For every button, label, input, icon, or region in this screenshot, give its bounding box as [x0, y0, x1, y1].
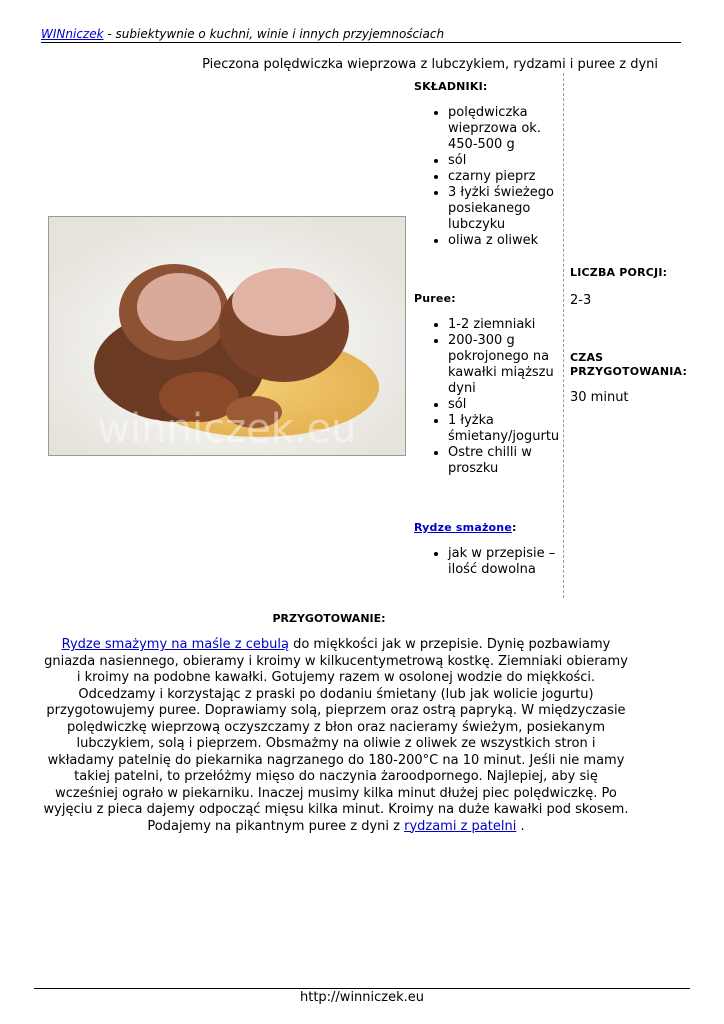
mushrooms-heading-suffix: :: [512, 521, 517, 534]
puree-heading: Puree:: [414, 292, 456, 305]
preparation-body: do miękkości jak w przepisie. Dynię pozbawiamy gniazda nasiennego, obieramy i kroimy w kilkucentymetrową kostkę. Ziemniaki obieramy i kroimy na podobne kawałki. Gotujemy razem w osolonej wodzie do miękkości. Odcedzamy i korzystając z praski po dodaniu śmietany (lub jak wolicie jogurtu) przygotowujemy puree. Doprawiamy solą, pieprzem oraz ostrą papryką. W międzyczasie polędwiczkę wieprzową oczyszczamy z błon oraz nacieramy świeżym, posiekanym lubczykiem, solą i pieprzem. Obsmażmy na oliwie z oliwek ze wszystkich stron i wkładamy patelnię do piekarnika nagrzanego do 180-200°C na 10 minut. Jeśli nie mamy takiej patelni, to przełóżmy mięso do naczynia żaroodpornego. Najlepiej, aby się wcześniej ograło w piekarniku. Inaczej musimy kilka minut dłużej piec polędwiczkę. Po wyjęciu z pieca dajemy odpocząć mięsu kilka minut. Kroimy na duże kawałki pod skosem. Podajemy na pikantnym puree z dyni z: [43, 637, 629, 834]
servings-label: LICZBA PORCJI:: [570, 266, 668, 279]
page-footer: [34, 988, 690, 1005]
mushrooms-section: [414, 521, 562, 578]
list-item: • sól: [448, 397, 562, 413]
puree-list: [414, 317, 562, 477]
list-item: • polędwiczka wieprzowa ok. 450-500 g: [448, 105, 562, 153]
site-link[interactable]: WINniczek: [41, 27, 104, 41]
footer-url: http://winniczek.eu: [299, 990, 425, 1005]
preparation-end: .: [516, 818, 525, 834]
puree-section: [414, 292, 562, 477]
mushrooms-list: [414, 546, 562, 578]
list-item: • 3 łyżki świeżego posiekanego lubczyku: [448, 185, 562, 233]
preparation-text: [42, 637, 630, 835]
list-item: • 1-2 ziemniaki: [448, 317, 562, 333]
list-item: • Ostre chilli w proszku: [448, 445, 562, 477]
mushrooms-recipe-link[interactable]: Rydze smażymy na maśle z cebulą: [61, 637, 289, 652]
time-section: [570, 351, 710, 405]
ingredients-section: [414, 80, 562, 249]
mushrooms-heading: [414, 521, 562, 534]
photo-watermark: winniczek.eu: [97, 406, 357, 452]
list-item: • 200-300 g pokrojonego na kawałki miąższu dyni: [448, 333, 562, 397]
list-item: • jak w przepisie – ilość dowolna: [448, 546, 562, 578]
list-item: • 1 łyżka śmietany/jogurtu: [448, 413, 562, 445]
time-label: CZAS PRZYGOTOWANIA:: [570, 351, 688, 378]
mushrooms-pan-link[interactable]: rydzami z patelni: [404, 818, 517, 834]
column-divider: [563, 73, 564, 598]
site-tagline: - subiektywnie o kuchni, winie i innych przyjemnościach: [103, 27, 445, 41]
dish-photo: [48, 216, 406, 456]
recipe-title: Pieczona polędwiczka wieprzowa z lubczykiem, rydzami i puree z dyni: [202, 57, 658, 72]
servings-value: 2-3: [570, 293, 592, 308]
list-item: • oliwa z oliwek: [448, 233, 562, 249]
ingredients-list: [414, 105, 562, 249]
time-value: 30 minut: [570, 390, 629, 405]
list-item: • sól: [448, 153, 562, 169]
mushrooms-link[interactable]: Rydze smażone: [414, 521, 512, 534]
ingredients-heading: SKŁADNIKI:: [414, 80, 488, 93]
list-item: • czarny pieprz: [448, 169, 562, 185]
page-header: [41, 27, 681, 43]
dish-illustration: [49, 217, 405, 455]
preparation-heading: PRZYGOTOWANIE:: [272, 612, 386, 625]
servings-section: [570, 266, 710, 308]
